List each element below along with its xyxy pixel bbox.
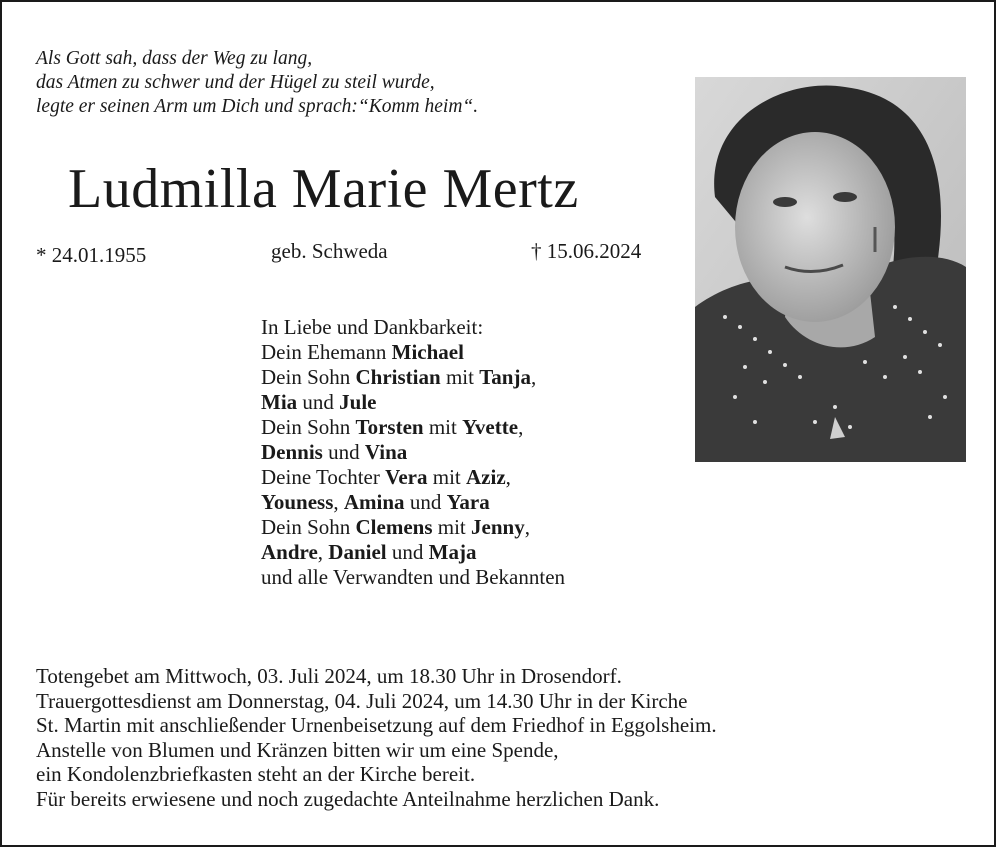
- family-line-text: ,: [530, 365, 537, 389]
- family-line: [261, 540, 565, 565]
- family-member-name: Amina: [343, 490, 405, 514]
- family-member-name: Jule: [339, 390, 377, 414]
- info-line: ein Kondolenzbriefkasten steht an der Kirche bereit.: [36, 762, 476, 786]
- family-line: [261, 490, 565, 515]
- family-line-text: und: [322, 440, 365, 464]
- family-member-name: Aziz: [466, 465, 506, 489]
- poem-line: das Atmen zu schwer und der Hügel zu steil wurde,: [36, 72, 435, 93]
- poem-line: Als Gott sah, dass der Weg zu lang,: [36, 48, 313, 69]
- family-member-name: Christian: [355, 365, 441, 389]
- family-closing: und alle Verwandten und Bekannten: [261, 565, 566, 589]
- family-line-text: mit: [440, 365, 480, 389]
- family-line-text: ,: [333, 490, 344, 514]
- family-line-text: mit: [432, 515, 472, 539]
- portrait-photo-icon: [695, 77, 966, 462]
- family-line-text: ,: [518, 415, 524, 439]
- family-line-text: ,: [524, 515, 530, 539]
- family-member-name: Vina: [364, 440, 408, 464]
- info-line: Totengebet am Mittwoch, 03. Juli 2024, um 18.30 Uhr in Drosendorf.: [36, 664, 622, 688]
- family-line: [261, 465, 565, 490]
- poem-line: legte er seinen Arm um Dich und sprach:“Komm heim“.: [36, 96, 479, 117]
- family-line-text: und: [386, 540, 429, 564]
- poem: [36, 47, 478, 119]
- family-member-name: Yara: [446, 490, 490, 514]
- family-line-text: mit: [423, 415, 463, 439]
- family-member-name: Youness: [261, 490, 334, 514]
- family-line: [261, 340, 565, 365]
- birth-date: * 24.01.1955: [36, 243, 147, 267]
- family-line-text: ,: [317, 540, 329, 564]
- family-intro: In Liebe und Dankbarkeit:: [261, 315, 484, 339]
- family-member-name: Vera: [385, 465, 428, 489]
- maiden-name: geb. Schweda: [271, 239, 388, 263]
- family-list: [261, 315, 565, 590]
- family-member-name: Andre: [261, 540, 318, 564]
- family-line-text: Deine Tochter: [261, 465, 386, 489]
- family-line: [261, 440, 565, 465]
- info-line: St. Martin mit anschließender Urnenbeisetzung auf dem Friedhof in Eggolsheim.: [36, 713, 717, 737]
- family-line-text: mit: [427, 465, 466, 489]
- family-line-text: Dein Ehemann: [261, 340, 392, 364]
- service-info: [36, 664, 717, 811]
- family-member-name: Maja: [428, 540, 477, 564]
- family-line-text: Dein Sohn: [261, 365, 356, 389]
- family-members: [261, 340, 565, 565]
- family-line-text: Dein Sohn: [261, 415, 356, 439]
- family-line-text: Dein Sohn: [261, 515, 356, 539]
- family-member-name: Dennis: [261, 440, 323, 464]
- family-line-text: und: [404, 490, 447, 514]
- family-line: [261, 390, 565, 415]
- family-member-name: Daniel: [328, 540, 387, 564]
- family-member-name: Yvette: [462, 415, 519, 439]
- family-member-name: Clemens: [355, 515, 433, 539]
- family-member-name: Torsten: [355, 415, 424, 439]
- family-line: [261, 415, 565, 440]
- death-date: † 15.06.2024: [531, 239, 642, 263]
- info-line: Für bereits erwiesene und noch zugedachte Anteilnahme herzlichen Dank.: [36, 786, 660, 811]
- family-line: [261, 515, 565, 540]
- portrait-photo: [695, 77, 966, 462]
- info-line: Trauergottesdienst am Donnerstag, 04. Juli 2024, um 14.30 Uhr in der Kirche: [36, 688, 688, 713]
- family-member-name: Tanja: [479, 365, 531, 389]
- deceased-name: Ludmilla Marie Mertz: [68, 158, 579, 220]
- family-member-name: Michael: [391, 340, 464, 364]
- family-member-name: Jenny: [471, 515, 525, 539]
- family-line: [261, 365, 565, 390]
- family-line-text: und: [297, 390, 340, 414]
- family-line-text: ,: [505, 465, 511, 489]
- info-line: Anstelle von Blumen und Kränzen bitten wir um eine Spende,: [36, 737, 559, 762]
- family-member-name: Mia: [261, 390, 298, 414]
